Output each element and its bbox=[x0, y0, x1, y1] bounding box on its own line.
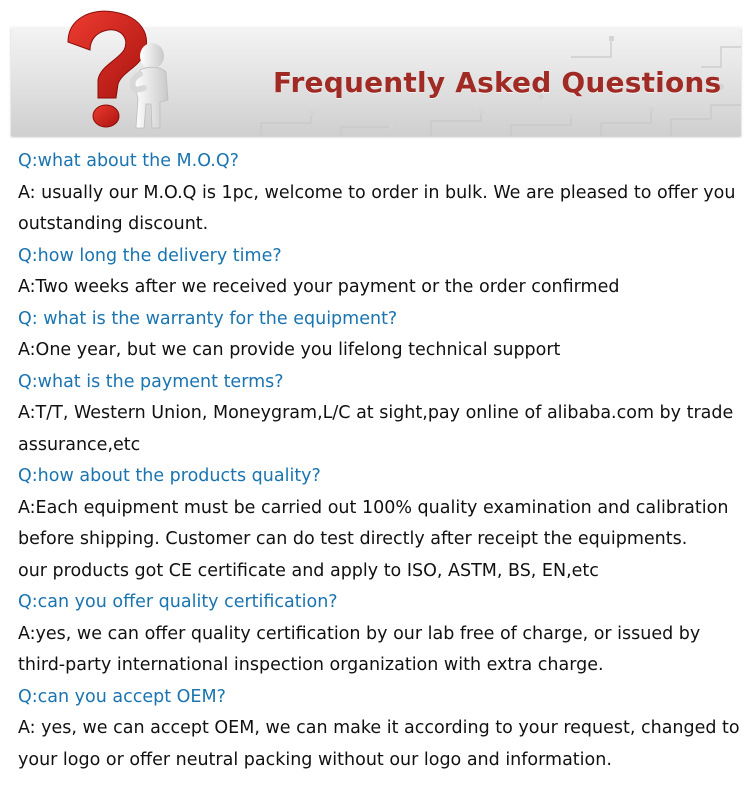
faq-answer-note: our products got CE certificate and apply to ISO, ASTM, BS, EN,etc bbox=[18, 560, 599, 581]
faq-answer: A:Each equipment must be carried out 100% quality examination and calibration before shipping. Customer can do test directly after receipt the equipments. bbox=[18, 497, 729, 549]
banner-title: Frequently Asked Questions bbox=[273, 66, 722, 99]
faq-list bbox=[18, 146, 742, 776]
question-mark-figure-icon bbox=[56, 8, 186, 134]
faq-answer: A:Two weeks after we received your payment or the order confirmed bbox=[18, 277, 620, 297]
faq-question: Q:what about the M.O.Q? bbox=[18, 151, 239, 171]
faq-question: Q:can you offer quality certification? bbox=[18, 592, 338, 612]
faq-answer: A:yes, we can offer quality certification by our lab free of charge, or issued by third-party international inspection organization with extra charge. bbox=[18, 623, 701, 675]
faq-answer: A: yes, we can accept OEM, we can make it according to your request, changed to your logo or offer neutral packing without our logo and information. bbox=[18, 718, 740, 770]
faq-question: Q:can you accept OEM? bbox=[18, 686, 226, 707]
faq-question: Q:what is the payment terms? bbox=[18, 371, 284, 392]
faq-question: Q:how long the delivery time? bbox=[18, 245, 282, 266]
faq-answer: A: usually our M.O.Q is 1pc, welcome to order in bulk. We are pleased to offer you outstanding discount. bbox=[18, 182, 736, 234]
faq-answer: A:One year, but we can provide you lifelong technical support bbox=[18, 340, 561, 360]
faq-answer: A:T/T, Western Union, Moneygram,L/C at sight,pay online of alibaba.com by trade assurance,etc bbox=[18, 403, 734, 455]
faq-question: Q: what is the warranty for the equipment? bbox=[18, 308, 398, 329]
faq-question: Q:how about the products quality? bbox=[18, 466, 321, 486]
